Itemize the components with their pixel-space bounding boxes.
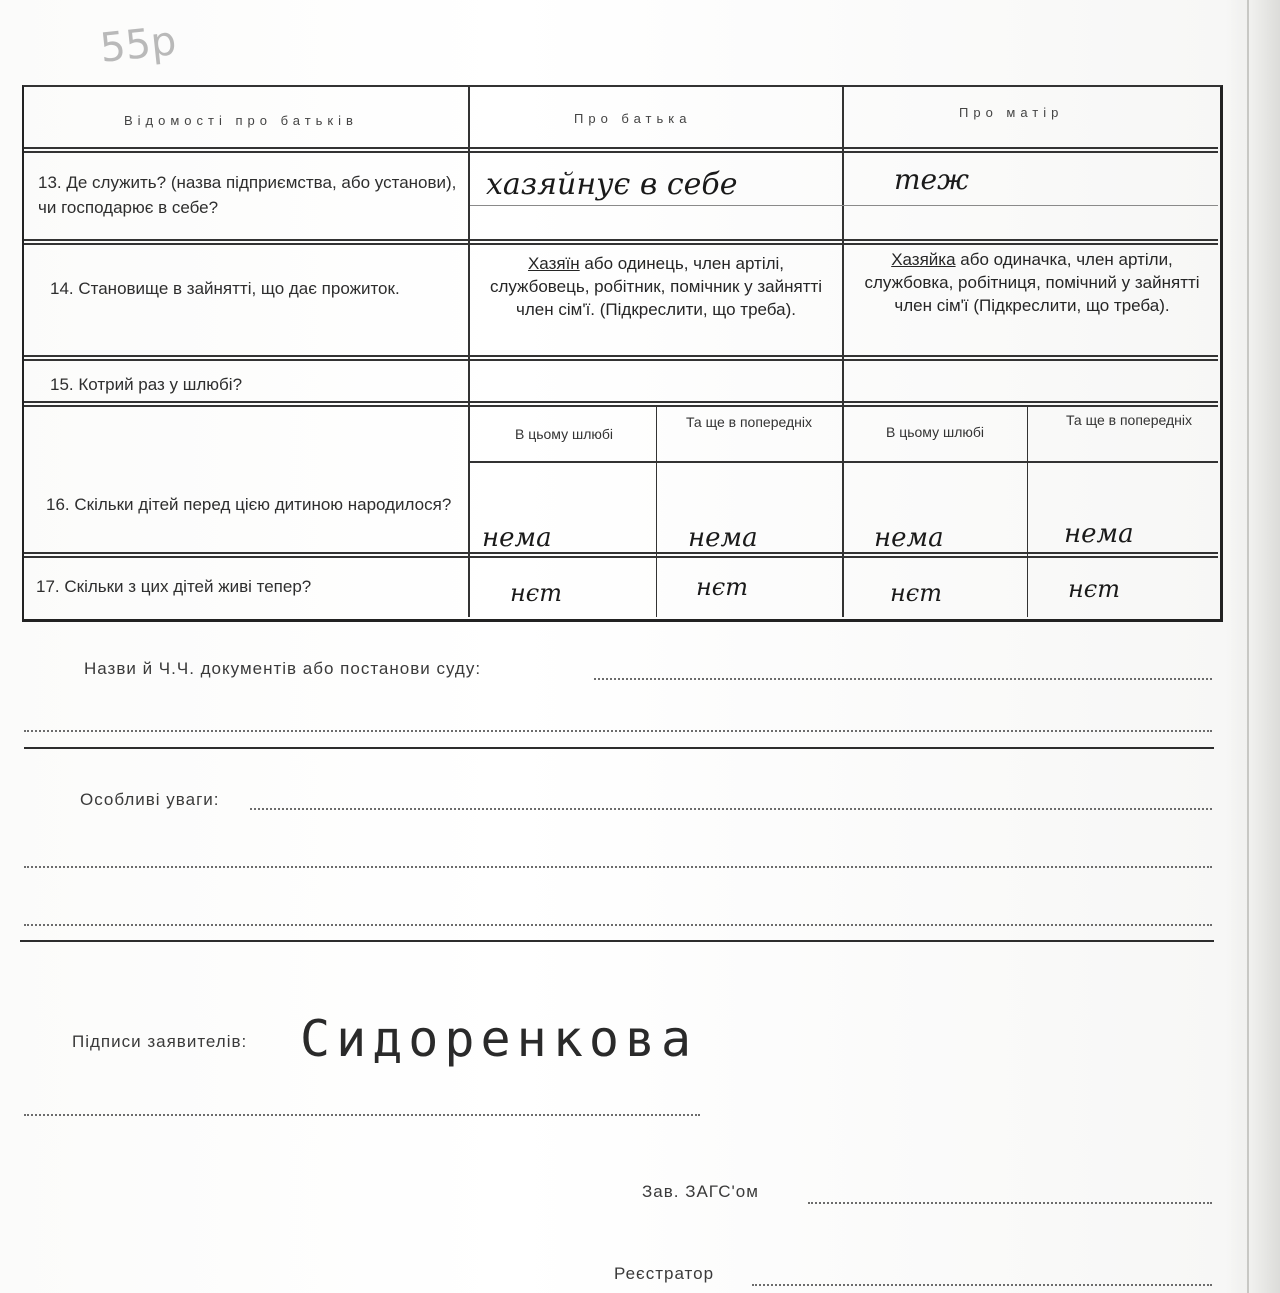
col-divider-2 [842,87,844,617]
answer-16-mother-prev: нема [1064,519,1134,549]
answer-17-father-prev: нєт [696,573,749,601]
head-registry-label: Зав. ЗАГС'ом [642,1182,759,1201]
signatures-label: Підписи заявителів: [72,1032,248,1051]
row-line-header [24,147,1218,153]
answer-16-mother-this: нема [874,523,944,553]
row-line-subheader [470,461,1218,463]
underlined-option-father: Хазяїн [527,254,580,273]
sub-divider-father [656,407,657,617]
subheader-father-this: В цьому шлюбі [514,426,614,442]
options-father: або одинець, член артілі, службовець, робітник, помічник у зайнятті член сім'ї. (Підкреслити, що треба). [489,254,823,319]
row-line-13 [24,239,1218,245]
header-parents: Відомості про батьків [124,113,358,128]
signatures-dotted-line [24,1114,700,1116]
answer-17-mother-prev: нєт [1068,575,1121,603]
underlined-option-mother: Хазяйка [891,250,956,269]
section-rule-2 [20,940,1214,942]
sub-divider-mother [1027,407,1028,617]
question-13: 13. Де служить? (назва підприємства, або установи), чи господарює в себе? [38,173,457,217]
parents-info-table [22,85,1223,622]
pencil-note: 55р [97,18,179,72]
paper-edge [1225,0,1280,1293]
head-registry-dotted-line [808,1202,1212,1204]
question-15: 15. Котрий раз у шлюбі? [50,375,243,394]
subheader-mother-this: В цьому шлюбі [885,424,985,440]
documents-dotted-line-1 [594,678,1212,680]
header-mother: Про матір [959,105,1064,120]
row-line-14 [24,355,1218,361]
paper-edge-line [1247,0,1249,1293]
remarks-dotted-line-3 [24,924,1212,926]
subheader-father-prev: Та ще в попередніх [686,414,812,430]
section-rule-1 [24,747,1214,749]
options-mother: або одиначка, член артіли, службовка, робітниця, помічний у зайнятті член сім'ї (Підкреслити, що треба). [864,250,1200,315]
documents-label: Назви й Ч.Ч. документів або постанови суду: [84,659,482,678]
answer-14-mother [860,249,1204,318]
answer-16-father-prev: нема [688,523,758,553]
applicant-signature: Сидоренкова [300,1010,698,1068]
remarks-dotted-line-1 [250,808,1212,810]
answer-17-mother-this: нєт [890,579,943,607]
answer-14-father [486,253,826,322]
registrar-label: Реєстратор [614,1264,715,1283]
row-line-13-inner [470,205,1218,206]
answer-13-mother: теж [894,163,969,196]
remarks-label: Особливі уваги: [80,790,220,809]
question-17: 17. Скільки з цих дітей живі тепер? [36,577,312,596]
row-line-15 [24,401,1218,407]
answer-17-father-this: нєт [510,579,563,607]
col-divider-1 [468,87,470,617]
question-16: 16. Скільки дітей перед цією дитиною народилося? [46,495,452,514]
documents-dotted-line-2 [24,730,1212,732]
question-14: 14. Становище в зайнятті, що дає прожиток. [50,279,400,298]
registrar-dotted-line [752,1284,1212,1286]
remarks-dotted-line-2 [24,866,1212,868]
answer-13-father: хазяйнує в себе [486,167,738,202]
header-father: Про батька [574,111,692,126]
subheader-mother-prev: Та ще в попередніх [1066,412,1192,428]
answer-16-father-this: нема [482,523,552,553]
row-line-16 [24,552,1218,558]
